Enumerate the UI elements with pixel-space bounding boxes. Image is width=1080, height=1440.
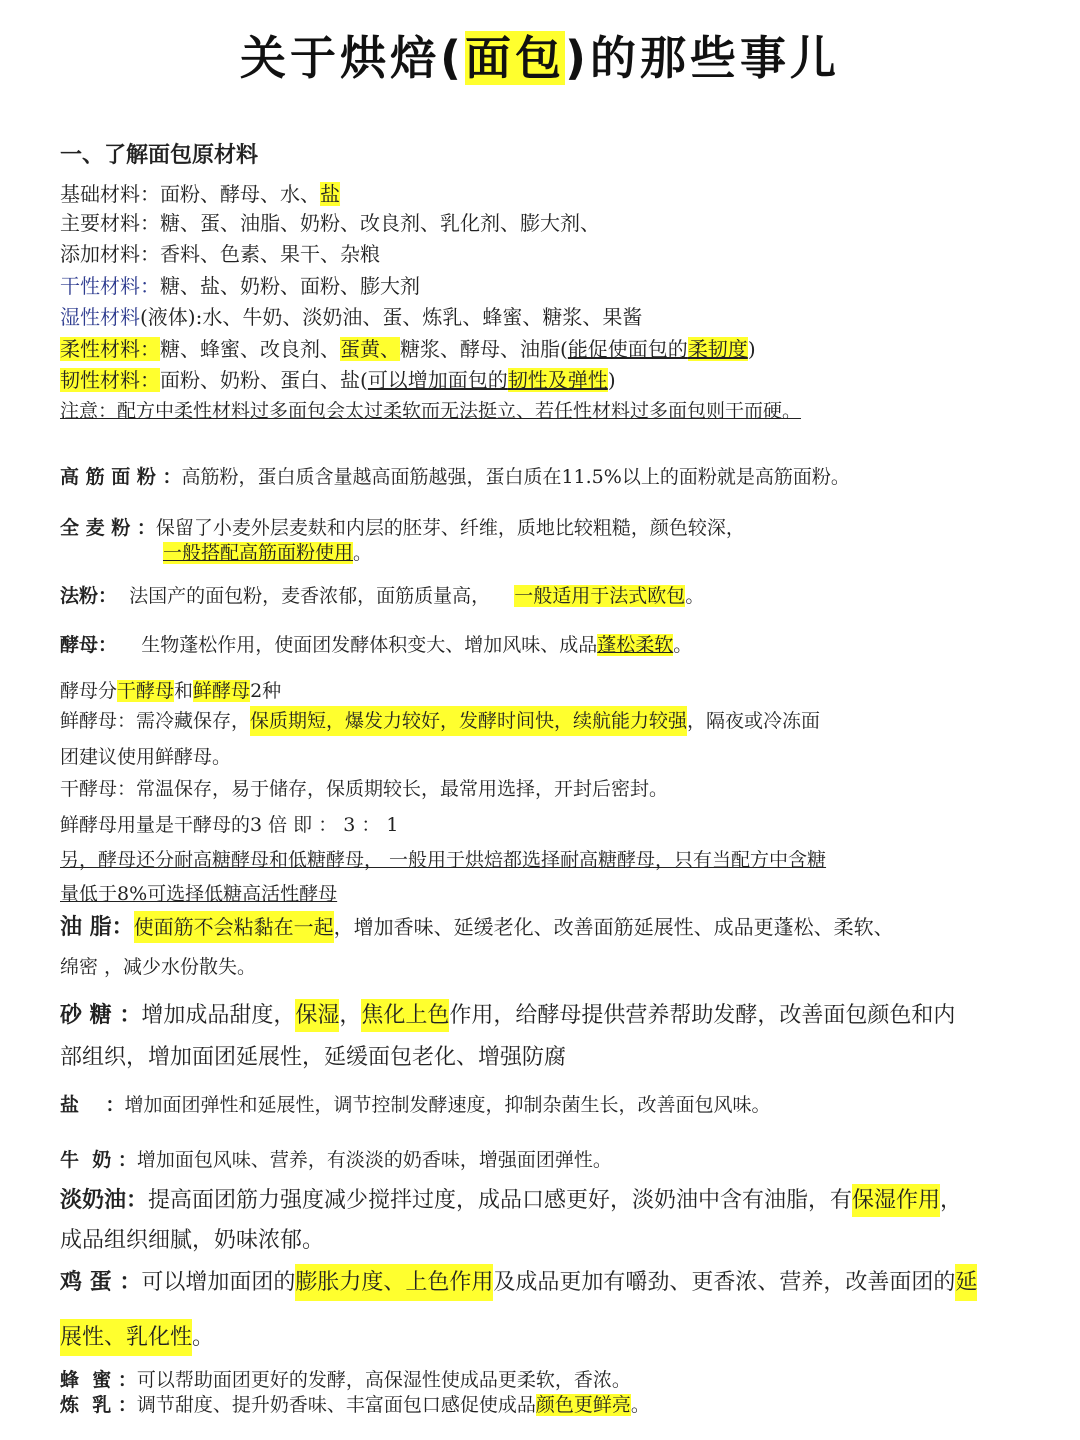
label: 蜂 蜜 ： — [60, 1369, 137, 1391]
label: 主要材料： — [60, 211, 160, 235]
underlined: 能促使面包的 — [567, 337, 688, 361]
text: 增加面包风味、营养，有淡淡的奶香味，增强面团弹性。 — [136, 1149, 612, 1171]
dry-materials — [60, 270, 420, 299]
title-part: 关于烘焙( — [239, 31, 465, 85]
label: 全 麦 粉 ： — [60, 517, 156, 539]
highlight: 保湿 — [295, 999, 339, 1032]
title-part: )的那些事儿 — [565, 31, 841, 85]
highlight: 一般搭配高筋面粉使用 — [163, 542, 354, 564]
soft-materials — [60, 333, 756, 362]
text: 面粉、奶粉、蛋白、盐( — [160, 368, 368, 392]
text: 糖浆、酵母、油脂( — [400, 337, 568, 361]
yeast-note-line1: 另，酵母还分耐高糖酵母和低糖酵母， 一般用于烘焙都选择耐高糖酵母，只有当配方中含糖 — [60, 849, 827, 871]
text: 增加面团弹性和延展性，调节控制发酵速度，抑制杂菌生长，改善面包风味。 — [124, 1094, 771, 1116]
tough-materials — [60, 364, 616, 393]
text: 高筋粉，蛋白质含量越高面筋越强，蛋白质在11.5%以上的面粉就是高筋面粉。 — [181, 466, 850, 488]
cream — [60, 1183, 962, 1214]
text: 鲜酵母：需冷藏保存， — [60, 710, 251, 732]
text: 作用，给酵母提供营养帮助发酵，改善面包颜色和内 — [449, 1003, 956, 1028]
whole-wheat-flour-cont — [163, 538, 372, 565]
high-gluten-flour — [60, 462, 850, 489]
sugar — [60, 998, 955, 1029]
whole-wheat-flour — [60, 513, 745, 540]
title-highlight: 面包 — [465, 31, 565, 85]
condensed-milk — [60, 1390, 650, 1417]
materials-note: 注意：配方中柔性材料过多面包会太过柔软而无法挺立、若任性材料过多面包则干而硬。 — [60, 400, 802, 422]
text: (液体):水、牛奶、淡奶油、蛋、炼乳、蜂蜜、糖浆、果酱 — [140, 305, 643, 329]
dry-yeast: 干酵母：常温保存，易于储存，保质期较长，最常用选择，开封后密封。 — [60, 778, 669, 800]
highlight: 干酵母 — [117, 680, 175, 702]
text: 提高面团筋力强度减少搅拌过度，成品口感更好，淡奶油中含有油脂，有 — [148, 1188, 853, 1213]
text: 可以增加面团的 — [141, 1270, 296, 1295]
fat-cont: 绵密 ，减少水份散失。 — [60, 956, 257, 978]
label: 淡奶油： — [60, 1187, 149, 1213]
text: ，隔夜或冷冻面 — [687, 710, 821, 732]
label: 基础材料： — [60, 182, 160, 206]
page-title — [0, 22, 1080, 88]
text: 法国产的面包粉，麦香浓郁，面筋质量高， — [129, 585, 491, 607]
highlight: 盐 — [320, 182, 340, 206]
text: 。 — [673, 634, 693, 656]
label: 法粉： — [60, 585, 118, 607]
text: ， — [940, 1188, 963, 1213]
text: 调节甜度、提升奶香味、丰富面包口感促使成品 — [136, 1394, 536, 1416]
yeast-types — [60, 676, 281, 703]
fresh-yeast-cont: 团建议使用鲜酵母。 — [60, 746, 232, 768]
text: 。 — [353, 542, 373, 564]
text: 。 — [630, 1394, 650, 1416]
milk — [60, 1145, 612, 1172]
label: 盐 ： — [60, 1094, 125, 1116]
label: 湿性材料 — [60, 305, 140, 329]
text: 。 — [685, 585, 705, 607]
added-materials — [60, 238, 380, 267]
fresh-yeast — [60, 706, 820, 733]
text: 。 — [192, 1325, 215, 1350]
french-flour — [60, 581, 704, 608]
highlight: 鲜酵母 — [193, 680, 251, 702]
text: ， — [339, 1003, 362, 1028]
egg — [60, 1265, 977, 1296]
main-materials — [60, 207, 600, 236]
section-heading: 一、了解面包原材料 — [60, 143, 259, 168]
text: 增加成品甜度， — [141, 1003, 296, 1028]
highlight: 韧性及弹性 — [507, 368, 608, 392]
text: 生物蓬松作用，使面团发酵体积变大、增加风味、成品 — [141, 634, 598, 656]
egg-cont — [60, 1320, 214, 1351]
highlight: 展性、乳化性 — [60, 1319, 192, 1356]
label: 炼 乳 ： — [60, 1394, 137, 1416]
label: 韧性材料： — [60, 368, 160, 392]
highlight: 使面筋不会粘黏在一起 — [134, 911, 334, 943]
label: 鸡 蛋 ： — [60, 1269, 142, 1295]
text: 糖、蛋、油脂、奶粉、改良剂、乳化剂、膨大剂、 — [160, 211, 600, 235]
cream-cont: 成品组织细腻，奶味浓郁。 — [60, 1228, 325, 1253]
wet-materials — [60, 301, 642, 330]
highlight: 一般适用于法式欧包 — [514, 585, 686, 607]
text: ，增加香味、延缓老化、改善面筋延展性、成品更蓬松、柔软、 — [333, 915, 894, 939]
label: 添加材料： — [60, 242, 160, 266]
highlight: 保湿作用 — [852, 1184, 940, 1217]
yeast-ratio: 鲜酵母用量是干酵母的3 倍 即 ： 3 ： 1 — [60, 814, 399, 836]
text: 面粉、酵母、水、 — [160, 182, 320, 206]
highlight: 焦化上色 — [361, 999, 449, 1032]
fat — [60, 910, 894, 941]
label: 油 脂： — [60, 914, 134, 940]
label: 高 筋 面 粉 ： — [60, 466, 182, 488]
text: ) — [607, 368, 616, 392]
text: 和 — [174, 680, 194, 702]
honey — [60, 1365, 631, 1392]
text: 可以帮助面团更好的发酵，高保湿性使成品更柔软，香浓。 — [136, 1369, 631, 1391]
label: 砂 糖 ： — [60, 1002, 142, 1028]
highlight: 柔韧度 — [687, 337, 748, 361]
text: 糖、盐、奶粉、面粉、膨大剂 — [160, 274, 420, 298]
yeast — [60, 630, 692, 657]
label: 柔性材料： — [60, 337, 160, 361]
label: 干性材料： — [60, 274, 160, 298]
highlight: 蓬松柔软 — [597, 634, 674, 656]
highlight: 膨胀力度、上色作用 — [295, 1264, 493, 1301]
text: 酵母分 — [60, 680, 118, 702]
highlight: 颜色更鲜亮 — [535, 1394, 631, 1416]
text: 香料、色素、果干、杂粮 — [160, 242, 380, 266]
underlined: 可以增加面包的 — [367, 368, 508, 392]
basic-materials — [60, 178, 340, 207]
highlight: 蛋黄、 — [340, 337, 400, 361]
highlight: 保质期短，爆发力较好，发酵时间快，续航能力较强 — [250, 706, 687, 736]
text: ) — [747, 337, 756, 361]
yeast-note-line2: 量低于8%可选择低糖高活性酵母 — [60, 883, 338, 905]
text: 保留了小麦外层麦麸和内层的胚芽、纤维，质地比较粗糙，颜色较深， — [155, 517, 745, 539]
label: 酵母： — [60, 634, 118, 656]
sugar-cont: 部组织，增加面团延展性，延缓面包老化、增强防腐 — [60, 1045, 567, 1070]
salt — [60, 1090, 770, 1117]
text: 2种 — [250, 680, 282, 702]
text: 糖、蜂蜜、改良剂、 — [160, 337, 340, 361]
label: 牛 奶 ： — [60, 1149, 137, 1171]
text: 及成品更加有嚼劲、更香浓、营养，改善面团的 — [493, 1270, 956, 1295]
highlight: 延 — [955, 1264, 977, 1301]
